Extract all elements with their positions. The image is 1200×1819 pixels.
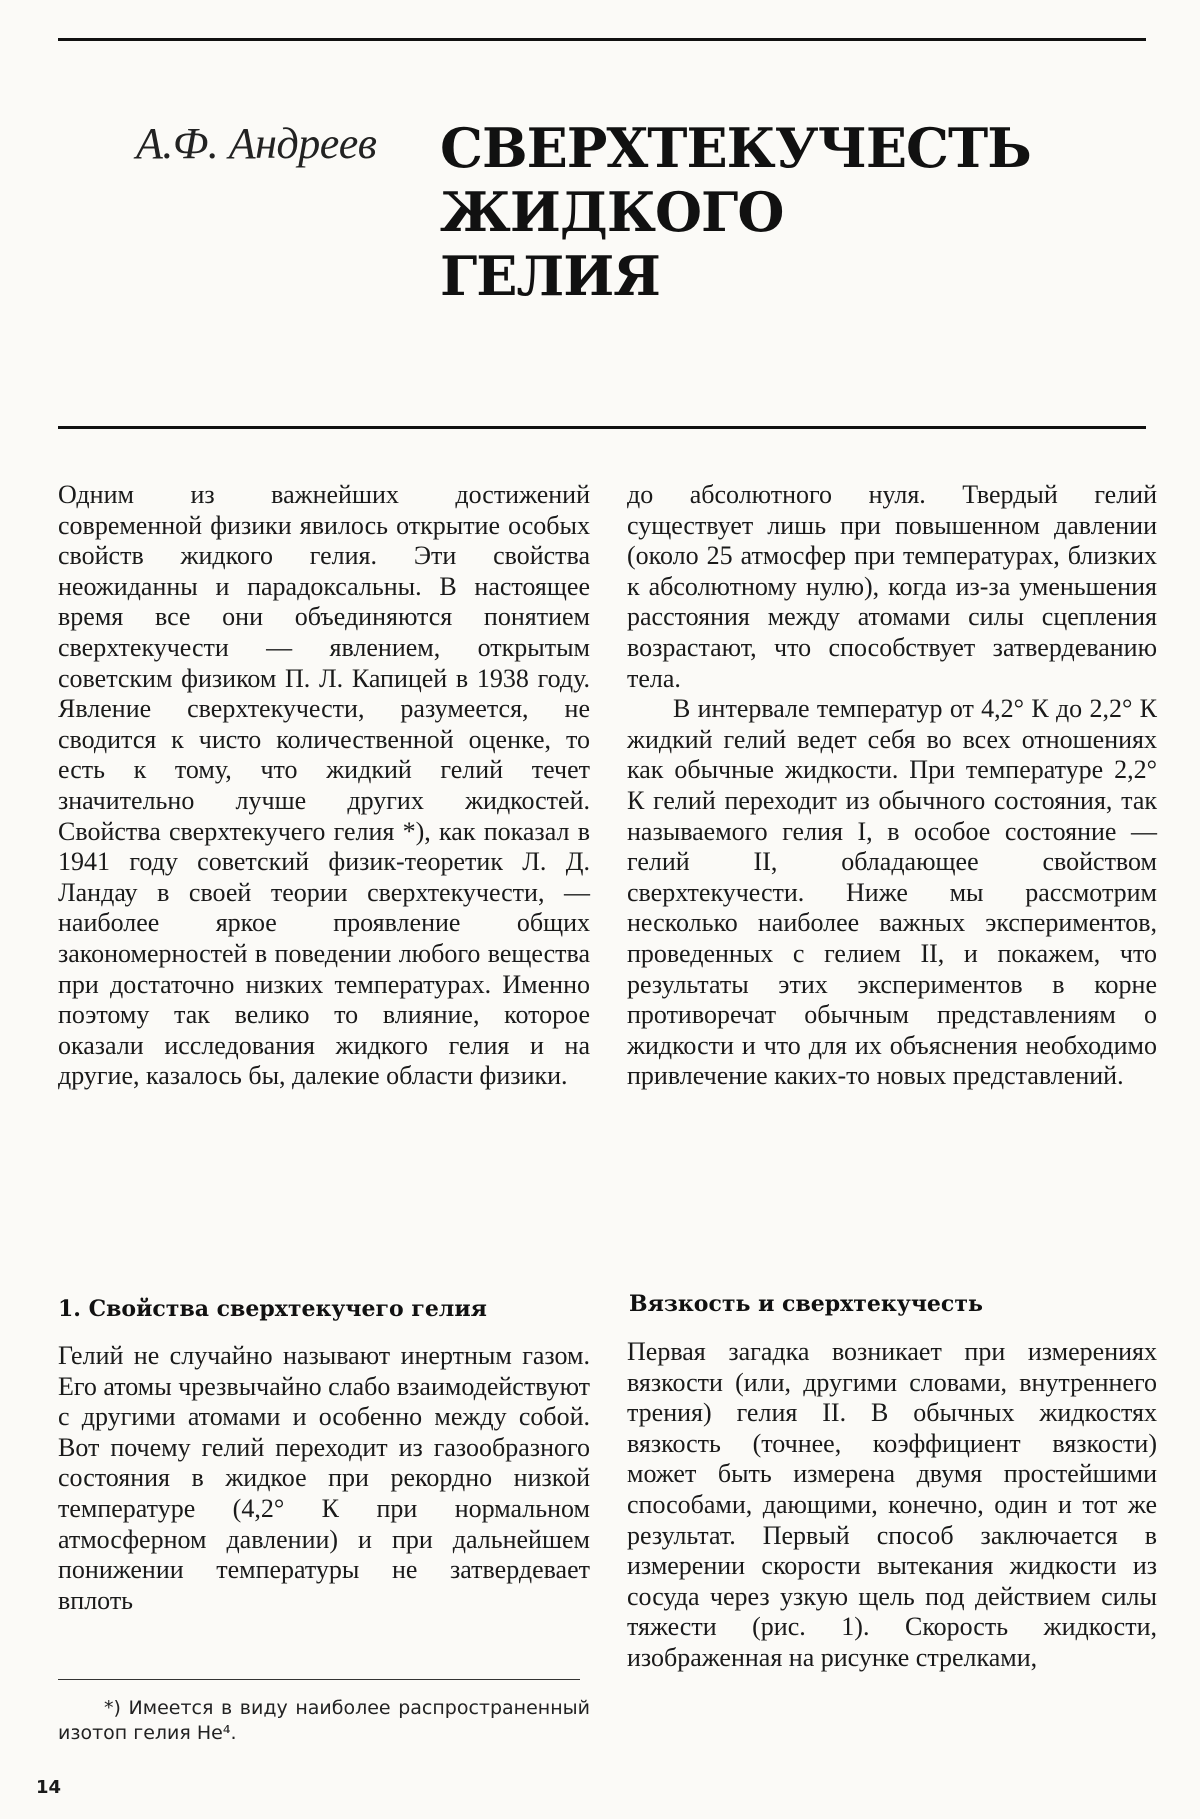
intro-right-column [627, 480, 1157, 1092]
section-2-text [627, 1337, 1157, 1674]
intro-paragraph: В интервале температур от 4,2° К до 2,2° К жидкий гелий ведет себя во всех отношениях как обычные жидкости. При температуре 2,2° К гелий переходит из обычного состояния, так называемого гелия I, в особое состояние — гелий II, обладающее свойством сверхтекучести. Ниже мы рассмотрим несколько наиболее важных экспериментов, проведенных с гелием II, и покажем, что результаты этих экспериментов в корне противоречат обычным представлениям о жидкости и что для их объяснения необходимо привлечение каких-то новых представлений. [627, 694, 1157, 1091]
article-title [440, 116, 1031, 308]
body-paragraph: Первая загадка возникает при измерениях вязкости (или, другими словами, внутреннего трения) гелия II. В обычных жидкостях вязкость (точнее, коэффициент вязкости) может быть измерена двумя простейшими способами, дающими, конечно, один и тот же результат. Первый способ заключается в измерении скорости вытекания жидкости из сосуда через узкую щель под действием силы тяжести (рис. 1). Скорость жидкости, изображенная на рисунке стрелками, [627, 1337, 1157, 1672]
title-line: ЖИДКОГО [440, 180, 784, 244]
footnote-text: *) Имеется в виду наиболее распространенный изотоп гелия He⁴. [58, 1697, 590, 1744]
header-divider [58, 426, 1146, 429]
author-name: А.Ф. Андреев [136, 119, 377, 168]
section-1-text [58, 1341, 590, 1616]
section-1-heading: 1. Свойства сверхтекучего гелия [58, 1296, 487, 1322]
top-rule [58, 38, 1146, 41]
footnote [58, 1696, 590, 1746]
intro-paragraph: Одним из важнейших достижений современной физики явилось открытие особых свойств жидкого гелия. Эти свойства неожиданны и парадоксальны. В настоящее время все они объединяются понятием сверхтекучести — явлением, открытым советским физиком П. Л. Капицей в 1938 году. Явление сверхтекучести, разумеется, не сводится к чисто количественной оценке, то есть к тому, что жидкий гелий течет значительно лучше других жидкостей. Свойства сверхтекучего гелия *), как показал в 1941 году советский физик-теоретик Л. Д. Ландау в своей теории сверхтекучести, — наиболее яркое проявление общих закономерностей в поведении любого вещества при достаточно низких температурах. Именно поэтому так велико то влияние, которое оказали исследования жидкого гелия и на другие, казалось бы, далекие области физики. [58, 480, 590, 1091]
footnote-rule [58, 1679, 580, 1680]
title-line: ГЕЛИЯ [440, 244, 660, 308]
body-paragraph: Гелий не случайно называют инертным газом. Его атомы чрезвычайно слабо взаимодействуют с другими атомами и особенно между собой. Вот почему гелий переходит из газообразного состояния в жидкое при рекордно низкой температуре (4,2° К при нормальном атмосферном давлении) и при дальнейшем понижении температуры не затвердевает вплоть [58, 1341, 591, 1615]
intro-paragraph-continued: до абсолютного нуля. Твердый гелий существует лишь при повышенном давлении (около 25 атмосфер при температурах, близких к абсолютному нулю), когда из-за уменьшения расстояния между атомами силы сцепления возрастают, что способствует затвердеванию тела. [627, 480, 1157, 693]
section-2-heading: Вязкость и сверхтекучесть [629, 1291, 983, 1317]
title-line: СВЕРХТЕКУЧЕСТЬ [440, 116, 1031, 180]
page-number: 14 [36, 1777, 62, 1798]
intro-left-column [58, 480, 590, 1092]
